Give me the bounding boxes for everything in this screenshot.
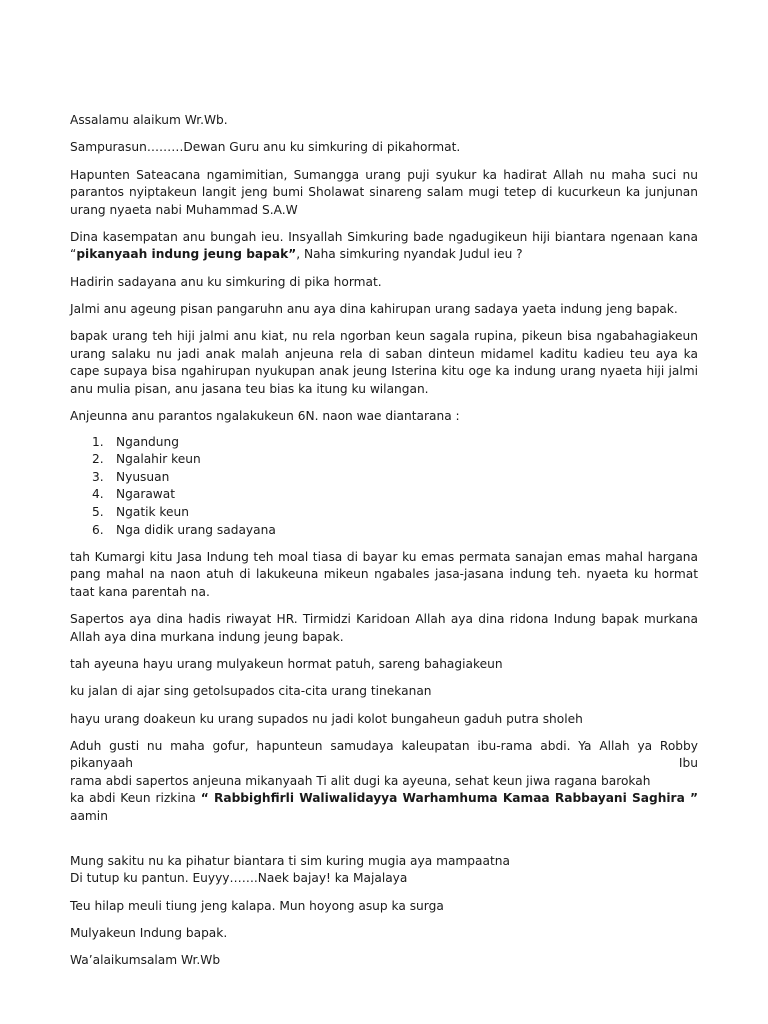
list-number: 3. [92, 469, 104, 484]
list-item [70, 522, 698, 540]
intro-text: Dina kasempatan anu bungah ieu. Insyallah Simkuring bade ngadugikeun hiji biantara ngenaan kana “ [70, 229, 698, 262]
list-text: Ngarawat [116, 487, 176, 502]
honor-line: tah ayeuna hayu urang mulyakeun hormat patuh, sareng bahagiakeun [70, 657, 503, 672]
father-paragraph: bapak urang teh hiji jalmi anu kiat, nu rela ngorban keun sagala rupina, pikeun bisa ngabahagiakeun urang salaku nu jadi anak malah anjeuna rela di saban dinteun midamel kaditu kadieu teu aya ka cape supaya bisa ngahirupan nyukupan anak jeung Isterina kitu oge ka indung urang nyaeta hiji jalmi anu mulia pisan, anu jasana teu bias ka itung ku wilangan. [70, 329, 698, 396]
list-number: 5. [92, 504, 104, 519]
list-text: Ngatik keun [116, 504, 189, 519]
list-item [70, 504, 698, 522]
speech-title: pikanyaah indung jeung bapak” [76, 247, 297, 262]
list-number: 6. [92, 522, 104, 537]
pray-line: hayu urang doakeun ku urang supados nu jadi kolot bungaheun gaduh putra sholeh [70, 711, 583, 726]
hadith-paragraph: Sapertos aya dina hadis riwayat HR. Tirmidzi Karidoan Allah aya dina ridona Indung bapak murkana Allah aya dina murkana indung jeung bapak. [70, 612, 698, 644]
list-number: 2. [92, 452, 104, 467]
opening-paragraph: Hapunten Sateacana ngamimitian, Sumangga urang puji syukur ka hadirat Allah nu maha suci nu parantos nyiptakeun langit jeng bumi Sholawat sinareng salam mugi tetep di kucurkeun ka junjunan urang nyaeta nabi Muhammad S.A.W [70, 167, 698, 217]
mother-paragraph: tah Kumargi kitu Jasa Indung teh moal tiasa di bayar ku emas permata sanajan emas mahal hargana pang mahal na naon atuh di lakukeuna mikeun ngabales jasa-jasana indung teh. nyaeta ku hormat taat kana parentah na. [70, 549, 698, 599]
list-item [70, 486, 698, 504]
closing-paragraph [70, 853, 698, 888]
arabic-prayer: “ Rabbighfirli Waliwalidayya Warhamhuma Kamaa Rabbayani Saghira ” [200, 791, 699, 806]
intro-question: , Naha simkuring nyandak Judul ieu ? [296, 247, 523, 262]
closing-line-2: Di tutup ku pantun. Euyyy…….Naek bajay! ka Majalaya [70, 871, 408, 886]
prayer-line-3 [70, 790, 698, 825]
closing-line-1: Mung sakitu nu ka pihatur biantara ti sim kuring mugia aya mampaatna [70, 853, 510, 868]
list-item [70, 451, 698, 469]
pantun-line: Teu hilap meuli tiung jeng kalapa. Mun hoyong asup ka surga [70, 898, 444, 913]
amen: aamin [70, 808, 108, 823]
prayer-line-2: rama abdi sapertos anjeuna mikanyaah Ti alit dugi ka ayeuna, sehat keun jiwa ragana barokah [70, 773, 651, 788]
list-item [70, 434, 698, 452]
road-line: ku jalan di ajar sing getolsupados cita-cita urang tinekanan [70, 684, 432, 699]
six-n-list [70, 434, 698, 540]
list-number: 4. [92, 487, 104, 502]
list-number: 1. [92, 434, 104, 449]
audience-greeting: Hadirin sadayana anu ku simkuring di pika hormat. [70, 274, 382, 289]
prayer-text: ka abdi Keun rizkina [70, 791, 196, 806]
honor-parents-line: Mulyakeun Indung bapak. [70, 925, 228, 940]
list-item [70, 469, 698, 487]
salutation: Sampurasun………Dewan Guru anu ku simkuring di pikahormat. [70, 140, 461, 155]
list-text: Ngalahir keun [116, 452, 201, 467]
list-text: Nyusuan [116, 469, 170, 484]
parents-line: Jalmi anu ageung pisan pangaruhn anu aya dina kahirupan urang sadaya yaeta indung jeng bapak. [70, 301, 678, 316]
list-text: Nga didik urang sadayana [116, 522, 276, 537]
farewell: Wa’alaikumsalam Wr.Wb [70, 953, 221, 968]
prayer-line-1: Aduh gusti nu maha gofur, hapunteun samudaya kaleupatan ibu-rama abdi. Ya Allah ya Robby pikanyaah Ibu [70, 738, 698, 771]
list-intro: Anjeunna anu parantos ngalakukeun 6N. naon wae diantarana : [70, 409, 460, 424]
document-body [70, 112, 698, 979]
intro-paragraph [70, 229, 698, 264]
greeting: Assalamu alaikum Wr.Wb. [70, 113, 228, 127]
list-text: Ngandung [116, 434, 179, 449]
prayer-paragraph [70, 738, 698, 843]
